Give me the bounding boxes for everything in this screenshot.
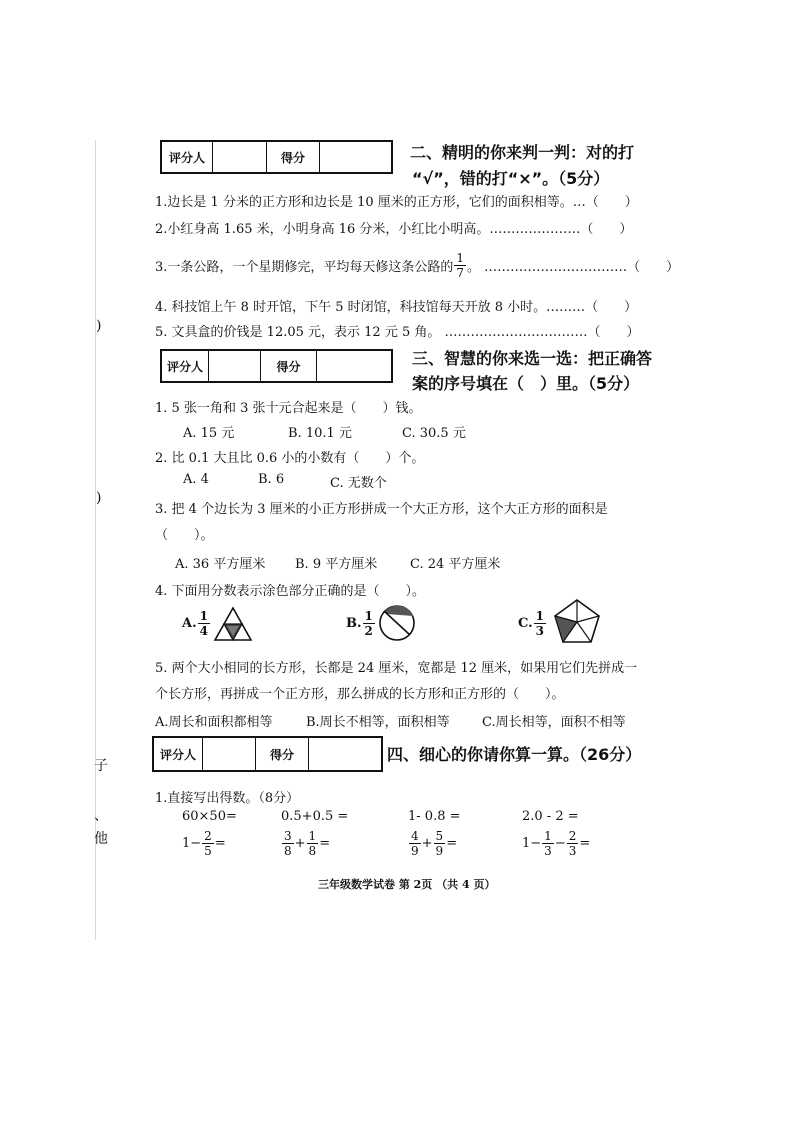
pentagon-figure-icon: [553, 598, 601, 644]
fraction-numerator: 1: [535, 609, 545, 623]
s2-item-2: 2.小红身高 1.65 米，小明身高 16 分米，小红比小明高。…………………（ ）: [155, 222, 633, 237]
margin-mark: 他: [94, 831, 108, 847]
calc-item-frac-4: 1− $\frac{1}{3}$ − $\frac{2}{3}$ =: [522, 829, 591, 858]
margin-mark: ): [96, 490, 102, 506]
s3-q3-line2: （ ）。: [155, 528, 214, 543]
s3-q4-opt-a: [182, 610, 211, 637]
calc-item-frac-2: $\frac{3}{8}$ + $\frac{1}{8}$ =: [284, 829, 331, 858]
fraction-denominator: 2: [364, 624, 373, 638]
score-box-section2: [160, 140, 393, 174]
s3-q3-line1: 3. 把 4 个边长为 3 厘米的小正方形拼成一个大正方形，这个大正方形的面积是: [155, 502, 608, 517]
score-box-section4: [152, 736, 383, 772]
s3-q3-opt-b: B. 9 平方厘米: [295, 557, 378, 572]
s3-q5-opt-a: A.周长和面积都相等: [155, 715, 273, 730]
score-label: 得分: [267, 142, 320, 172]
circle-figure-icon: [377, 604, 417, 642]
fraction-numerator: 1: [199, 609, 208, 623]
s3-q5-line1: 5. 两个大小相同的长方形，长都是 24 厘米，宽都是 12 厘米，如果用它们先拼成一: [155, 661, 638, 676]
s3-q2-opt-c: C. 无数个: [330, 476, 387, 491]
score-label: 得分: [261, 351, 317, 381]
score-field[interactable]: [317, 351, 391, 381]
section3-heading-line1: 三、智慧的你来选一选：把正确答: [412, 349, 653, 368]
score-box-section3: [160, 349, 393, 383]
calc-item: 2.0 - 2 =: [522, 809, 579, 824]
calc-item: 60×50=: [182, 809, 237, 824]
s3-q1-opt-c: C. 30.5 元: [402, 426, 466, 441]
section3-heading-line2: 案的序号填在（ ）里。（5分）: [412, 374, 640, 393]
margin-mark: 子: [94, 758, 108, 774]
calc-item: 0.5+0.5 =: [281, 809, 349, 824]
fraction: [198, 610, 210, 637]
s3-q2-opt-b: B. 6: [258, 472, 285, 487]
s2-item-1: 1.边长是 1 分米的正方形和边长是 10 厘米的正方形，它们的面积相等。…（ ）: [155, 195, 638, 210]
grader-label: 评分人: [162, 351, 209, 381]
grader-label: 评分人: [154, 738, 203, 770]
s3-q3-opt-a: A. 36 平方厘米: [175, 557, 266, 572]
s3-q1: 1. 5 张一角和 3 张十元合起来是（ ）钱。: [155, 401, 422, 416]
score-field[interactable]: [320, 142, 391, 172]
calc-item-frac-3: $\frac{4}{9}$ + $\frac{5}{9}$ =: [411, 829, 458, 858]
margin-mark: ): [96, 318, 102, 334]
grader-label: 评分人: [162, 142, 213, 172]
option-letter: B.: [346, 616, 362, 631]
s3-q5-opt-c: C.周长相等，面积不相等: [482, 715, 626, 730]
s3-q4-opt-b: [346, 610, 376, 637]
fraction: [454, 252, 466, 279]
page-footer: 三年级数学试卷 第 2页 （共 4 页）: [318, 878, 496, 891]
s2-item-4: 4. 科技馆上午 8 时开馆，下午 5 时闭馆，科技馆每天开放 8 小时。………（ ）: [155, 300, 638, 315]
s2-item-3: [155, 252, 679, 279]
triangle-figure-icon: [213, 606, 253, 642]
fraction-denominator: 3: [535, 624, 545, 638]
section2-heading-line1: 二、精明的你来判一判：对的打: [410, 143, 635, 162]
section4-heading: 四、细心的你请你算一算。（26分）: [387, 745, 642, 764]
option-letter: C.: [518, 616, 533, 631]
calc-item: 1- 0.8 =: [408, 809, 461, 824]
s2-item-3-tail: 。 ……………………………（ ）: [467, 260, 680, 275]
fraction: [534, 610, 546, 637]
s4-sub-heading: 1.直接写出得数。（8分）: [155, 791, 300, 806]
s3-q5-line2: 个长方形，再拼成一个正方形，那么拼成的长方形和正方形的（ ）。: [155, 687, 565, 702]
s3-q5-opt-b: B.周长不相等，面积相等: [306, 715, 450, 730]
section2-heading-line2: “√”，错的打“×”。（5分）: [412, 169, 610, 188]
s3-q1-opt-a: A. 15 元: [183, 426, 235, 441]
score-label: 得分: [256, 738, 309, 770]
margin-mark: 、: [94, 808, 108, 824]
s3-q4-opt-c: [518, 610, 547, 637]
s3-q3-opt-c: C. 24 平方厘米: [410, 557, 501, 572]
s3-q4: 4. 下面用分数表示涂色部分正确的是（ ）。: [155, 584, 426, 599]
s3-q1-opt-b: B. 10.1 元: [288, 426, 352, 441]
grader-field[interactable]: [203, 738, 256, 770]
fraction: [363, 610, 375, 637]
s3-q2-opt-a: A. 4: [183, 472, 209, 487]
fraction-numerator: 1: [364, 609, 373, 623]
score-field[interactable]: [309, 738, 381, 770]
fraction-denominator: 4: [199, 624, 208, 638]
grader-field[interactable]: [213, 142, 267, 172]
s3-q2: 2. 比 0.1 大且比 0.6 小的小数有（ ）个。: [155, 451, 425, 466]
calc-item-frac-1: 1− $\frac{2}{5}$ =: [182, 829, 226, 858]
fraction-numerator: 1: [456, 251, 465, 265]
grader-field[interactable]: [209, 351, 261, 381]
option-letter: A.: [182, 616, 197, 631]
s2-item-3-text: 3.一条公路，一个星期修完，平均每天修这条公路的: [155, 260, 454, 275]
s2-item-5: 5. 文具盒的价钱是 12.05 元，表示 12 元 5 角。 ……………………………（ ）: [155, 325, 640, 340]
fraction-denominator: 7: [456, 266, 465, 280]
